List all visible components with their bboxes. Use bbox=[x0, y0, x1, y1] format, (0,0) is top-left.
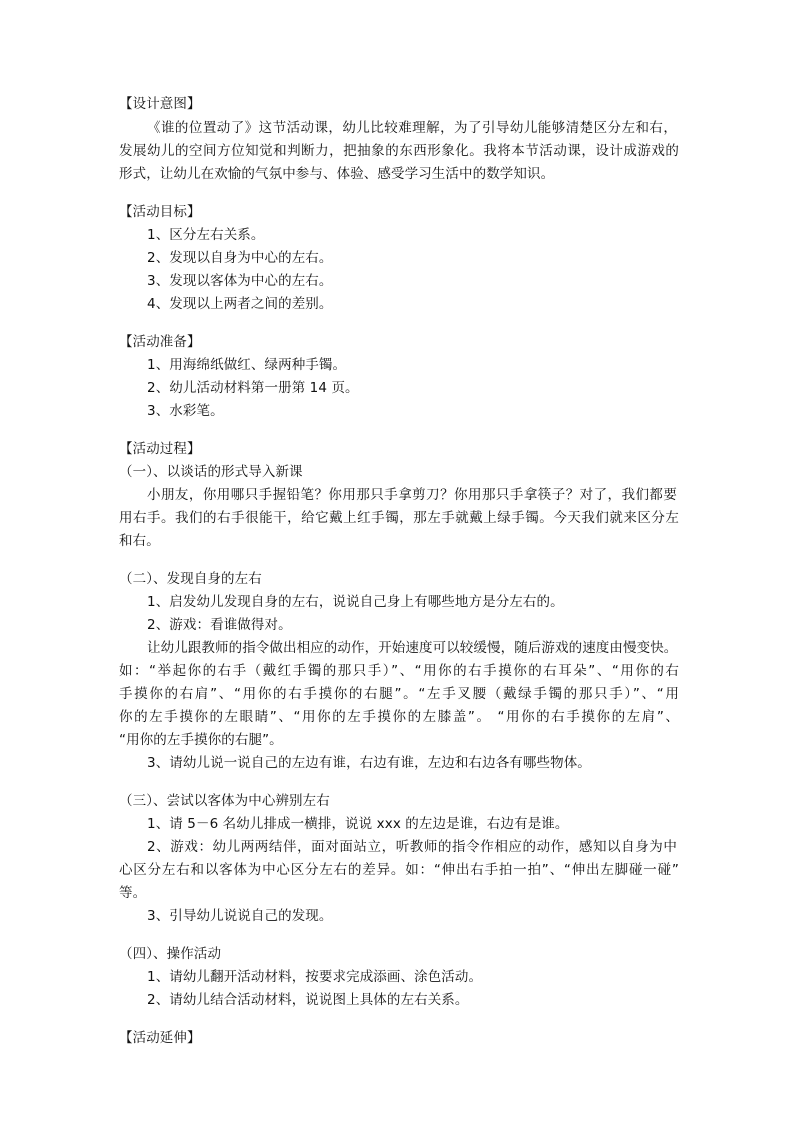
list-item: 2、幼儿活动材料第一册第 14 页。 bbox=[147, 380, 359, 396]
list-item: 3、水彩笔。 bbox=[147, 403, 224, 419]
paragraph-line: 形式，让幼儿在欢愉的气氛中参与、体验、感受学习生活中的数学知识。 bbox=[119, 166, 555, 182]
section-heading-design-intent: 【设计意图】 bbox=[119, 96, 201, 112]
section-heading-goals: 【活动目标】 bbox=[119, 204, 201, 220]
subsection-title: （二）、发现自身的左右 bbox=[119, 571, 262, 587]
list-item: 1、区分左右关系。 bbox=[147, 227, 265, 243]
paragraph-line: 手摸你的右肩”、“用你的右手摸你的右腿”。“左手叉腰（戴绿手镯的那只手）”、“用 bbox=[119, 686, 679, 702]
paragraph-line: 用右手。我们的右手很能干，给它戴上红手镯，那左手就戴上绿手镯。今天我们就来区分左 bbox=[119, 510, 679, 526]
list-item: 2、发现以自身为中心的左右。 bbox=[147, 250, 333, 266]
list-item: 3、发现以客体为中心的左右。 bbox=[147, 273, 333, 289]
paragraph-line: 你的左手摸你的左眼睛”、“用你的左手摸你的左膝盖”。 “用你的右手摸你的左肩”、 bbox=[119, 709, 679, 725]
list-item: 1、请 5－6 名幼儿排成一横排，说说 xxx 的左边是谁，右边有是谁。 bbox=[147, 816, 569, 832]
section-heading-extension: 【活动延伸】 bbox=[119, 1030, 201, 1046]
paragraph-line: 和右。 bbox=[119, 533, 160, 549]
paragraph-line: 等。 bbox=[119, 885, 147, 901]
paragraph-line: 如：“举起你的右手（戴红手镯的那只手）”、“用你的右手摸你的右耳朵”、“用你的右 bbox=[119, 663, 679, 679]
subsection-title: （三）、尝试以客体为中心辨别左右 bbox=[119, 793, 330, 809]
paragraph-line: 发展幼儿的空间方位知觉和判断力，把抽象的东西形象化。我将本节活动课，设计成游戏的 bbox=[119, 143, 679, 159]
section-heading-preparation: 【活动准备】 bbox=[119, 334, 201, 350]
list-item: 3、请幼儿说一说自己的左边有谁，右边有谁，左边和右边各有哪些物体。 bbox=[147, 755, 591, 771]
list-item: 1、启发幼儿发现自身的左右，说说自己身上有哪些地方是分左右的。 bbox=[147, 594, 564, 610]
paragraph-line: 小朋友，你用哪只手握铅笔？你用那只手拿剪刀？你用那只手拿筷子？对了，我们都要 bbox=[147, 487, 677, 503]
subsection-title: （四）、操作活动 bbox=[119, 946, 222, 962]
paragraph-line: 《谁的位置动了》这节活动课，幼儿比较难理解，为了引导幼儿能够清楚区分左和右， bbox=[147, 120, 677, 136]
section-heading-process: 【活动过程】 bbox=[119, 441, 201, 457]
list-item: 1、请幼儿翻开活动材料，按要求完成添画、涂色活动。 bbox=[147, 969, 483, 985]
list-item: 2、游戏：看谁做得对。 bbox=[147, 617, 292, 633]
list-item: 2、请幼儿结合活动材料，说说图上具体的左右关系。 bbox=[147, 992, 469, 1008]
list-item: 1、用海绵纸做红、绿两种手镯。 bbox=[147, 357, 347, 373]
paragraph-line: 让幼儿跟教师的指令做出相应的动作，开始速度可以较缓慢，随后游戏的速度由慢变快。 bbox=[147, 640, 678, 656]
subsection-title: （一）、以谈话的形式导入新课 bbox=[119, 464, 303, 480]
paragraph-line: “用你的左手摸你的右腿”。 bbox=[119, 732, 283, 748]
paragraph-line: 2、游戏：幼儿两两结伴，面对面站立，听教师的指令作相应的动作，感知以自身为中 bbox=[147, 839, 677, 855]
paragraph-line: 心区分左右和以客体为中心区分左右的差异。如：“伸出右手拍一拍”、“伸出左脚碰一碰” bbox=[119, 862, 679, 878]
list-item: 3、引导幼儿说说自己的发现。 bbox=[147, 908, 333, 924]
list-item: 4、发现以上两者之间的差别。 bbox=[147, 296, 333, 312]
